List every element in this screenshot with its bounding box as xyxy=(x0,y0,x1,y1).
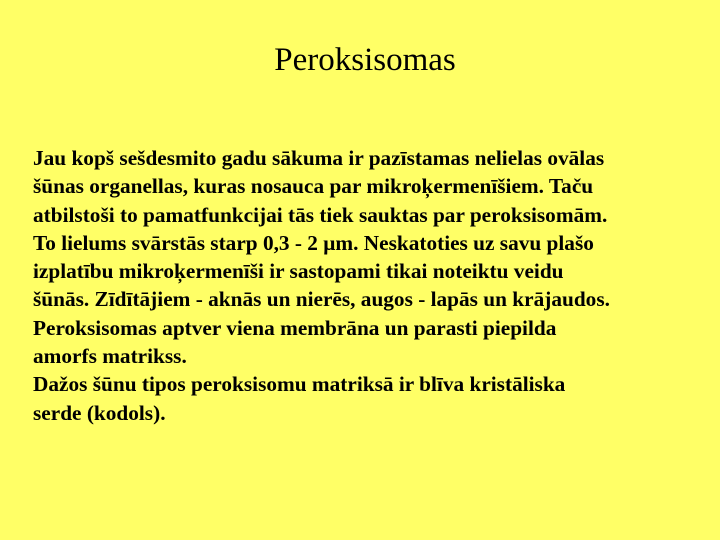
body-line: atbilstoši to pamatfunkcijai tās tiek sauktas par peroksisomām. xyxy=(33,202,608,227)
slide-body-text xyxy=(33,144,703,427)
body-line: Jau kopš sešdesmito gadu sākuma ir pazīstamas nelielas ovālas xyxy=(33,146,605,170)
body-line: izplatību mikroķermenīši ir sastopami tikai noteiktu veidu xyxy=(33,259,564,284)
slide-title: Peroksisomas xyxy=(274,42,456,78)
body-line: šūnās. Zīdītājiem - aknās un nierēs, augos - lapās un krājaudos. xyxy=(33,287,610,312)
body-line: serde (kodols). xyxy=(33,400,166,425)
body-line: amorfs matrikss. xyxy=(33,344,187,369)
body-line: To lielums svārstās starp 0,3 - 2 μm. Neskatoties uz savu plašo xyxy=(33,230,594,255)
body-line: Peroksisomas aptver viena membrāna un parasti piepilda xyxy=(33,315,557,340)
body-line: Dažos šūnu tipos peroksisomu matriksā ir blīva kristāliska xyxy=(33,372,566,397)
body-line: šūnas organellas, kuras nosauca par mikroķermenīšiem. Taču xyxy=(33,174,594,199)
